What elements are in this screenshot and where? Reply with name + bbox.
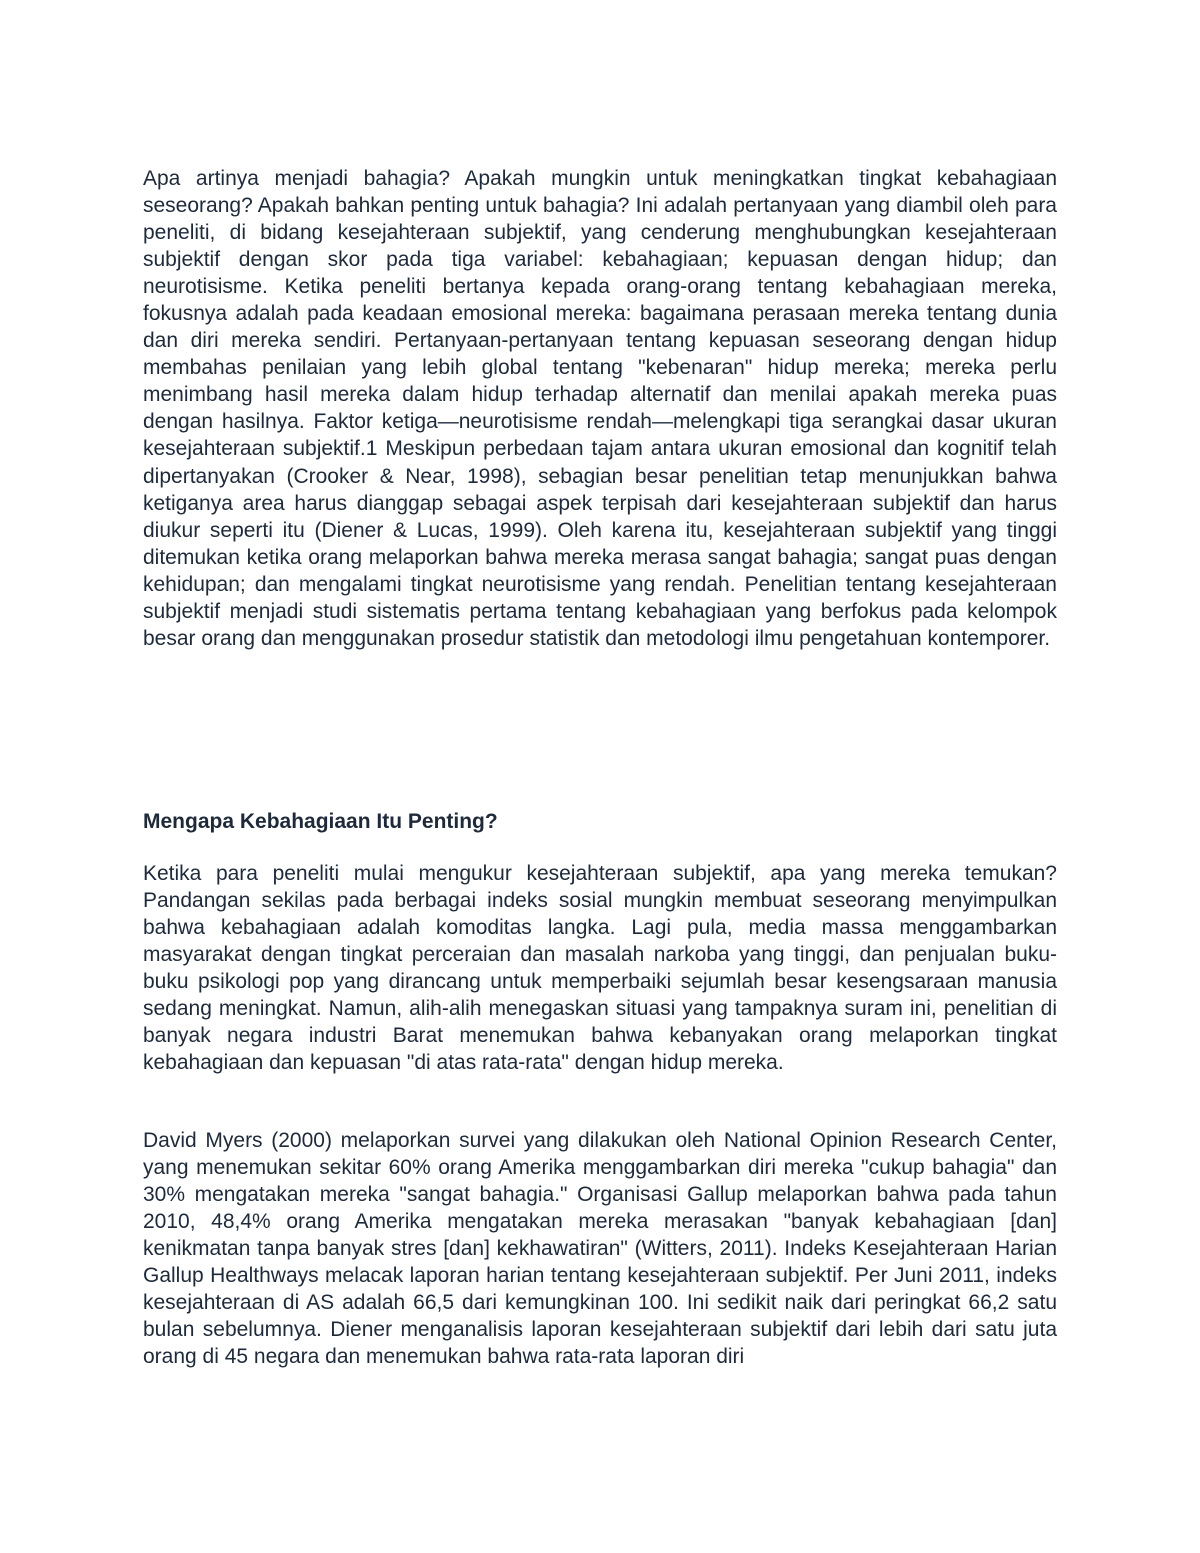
section-heading: Mengapa Kebahagiaan Itu Penting? bbox=[143, 810, 498, 833]
body-paragraph: Ketika para peneliti mulai mengukur kesejahteraan subjektif, apa yang mereka temukan? Pandangan sekilas pada berbagai indeks sosial mungkin membuat seseorang menyimpulkan bahwa kebahagiaan adalah komoditas langka. Lagi pula, media massa menggambarkan masyarakat dengan tingkat perceraian dan masalah narkoba yang tinggi, dan penjualan buku-buku psikologi pop yang dirancang untuk memperbaiki sejumlah besar kesengsaraan manusia sedang meningkat. Namun, alih-alih menegaskan situasi yang tampaknya suram ini, penelitian di banyak negara industri Barat menemukan bahwa kebanyakan orang melaporkan tingkat kebahagiaan dan kepuasan "di atas rata-rata" dengan hidup mereka. bbox=[143, 862, 1057, 1075]
body-paragraph: David Myers (2000) melaporkan survei yang dilakukan oleh National Opinion Research Center, yang menemukan sekitar 60% orang Amerika menggambarkan diri mereka "cukup bahagia" dan 30% mengatakan mereka "sangat bahagia." Organisasi Gallup melaporkan bahwa pada tahun 2010, 48,4% orang Amerika mengatakan mereka merasakan "banyak kebahagiaan [dan] kenikmatan tanpa banyak stres [dan] kekhawatiran" (Witters, 2011). Indeks Kesejahteraan Harian Gallup Healthways melacak laporan harian tentang kesejahteraan subjektif. Per Juni 2011, indeks kesejahteraan di AS adalah 66,5 dari kemungkinan 100. Ini sedikit naik dari peringkat 66,2 satu bulan sebelumnya. Diener menganalisis laporan kesejahteraan subjektif dari lebih dari satu juta orang di 45 negara dan menemukan bahwa rata-rata laporan diri bbox=[143, 1129, 1057, 1369]
body-paragraph: Apa artinya menjadi bahagia? Apakah mungkin untuk meningkatkan tingkat kebahagiaan seseorang? Apakah bahkan penting untuk bahagia? Ini adalah pertanyaan yang diambil oleh para peneliti, di bidang kesejahteraan subjektif, yang cenderung menghubungkan kesejahteraan subjektif dengan skor pada tiga variabel: kebahagiaan; kepuasan dengan hidup; dan neurotisisme. Ketika peneliti bertanya kepada orang-orang tentang kebahagiaan mereka, fokusnya adalah pada keadaan emosional mereka: bagaimana perasaan mereka tentang dunia dan diri mereka sendiri. Pertanyaan-pertanyaan tentang kepuasan seseorang dengan hidup membahas penilaian yang lebih global tentang "kebenaran" hidup mereka; mereka perlu menimbang hasil mereka dalam hidup terhadap alternatif dan menilai apakah mereka puas dengan hasilnya. Faktor ketiga—neurotisisme rendah—melengkapi tiga serangkai dasar ukuran kesejahteraan subjektif.1 Meskipun perbedaan tajam antara ukuran emosional dan kognitif telah dipertanyakan (Crooker & Near, 1998), sebagian besar penelitian tetap menunjukkan bahwa ketiganya area harus dianggap sebagai aspek terpisah dari kesejahteraan subjektif dan harus diukur seperti itu (Diener & Lucas, 1999). Oleh karena itu, kesejahteraan subjektif yang tinggi ditemukan ketika orang melaporkan bahwa mereka merasa sangat bahagia; sangat puas dengan kehidupan; dan mengalami tingkat neurotisisme yang rendah. Penelitian tentang kesejahteraan subjektif menjadi studi sistematis pertama tentang kebahagiaan yang berfokus pada kelompok besar orang dan menggunakan prosedur statistik dan metodologi ilmu pengetahuan kontemporer. bbox=[143, 167, 1057, 650]
